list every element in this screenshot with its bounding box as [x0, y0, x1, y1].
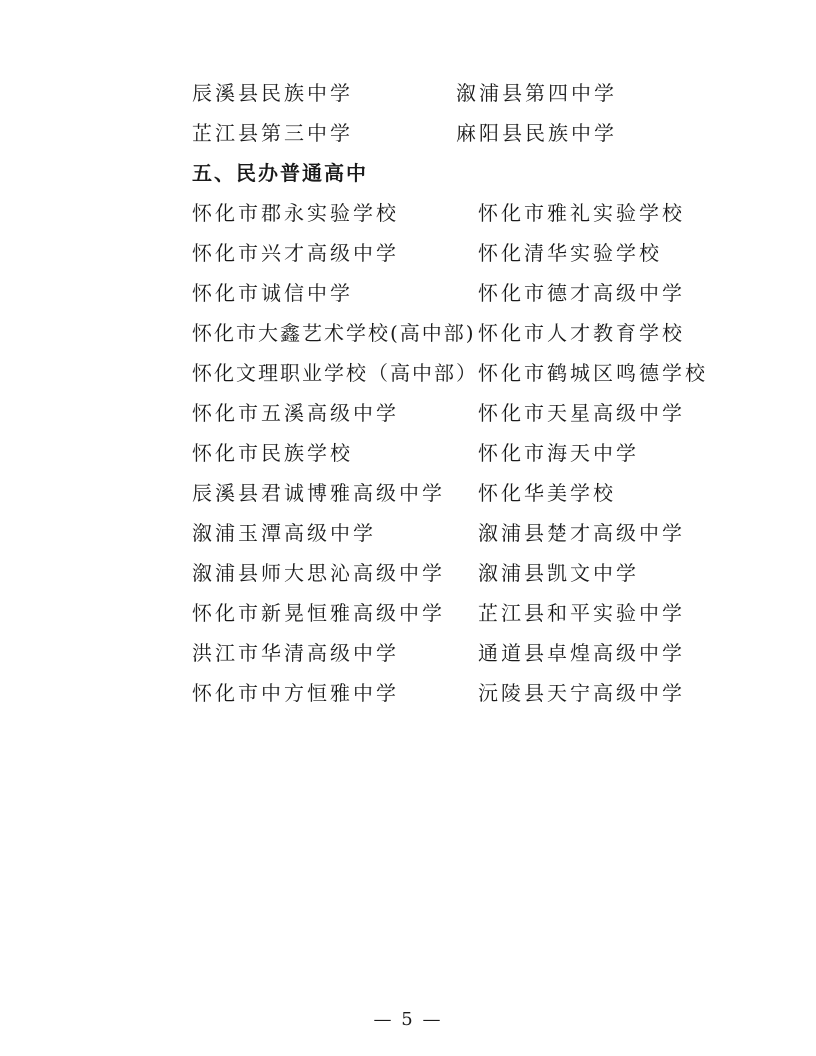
school-name: 洪江市华清高级中学	[192, 641, 399, 665]
school-name: 溆浦县第四中学	[456, 81, 617, 105]
school-name: 芷江县和平实验中学	[478, 601, 685, 625]
school-name: 怀化市郡永实验学校	[192, 201, 399, 225]
school-name: 芷江县第三中学	[192, 121, 353, 145]
school-name: 通道县卓煌高级中学	[478, 641, 685, 665]
school-name: 辰溪县民族中学	[192, 81, 353, 105]
school-name: 怀化市天星高级中学	[478, 401, 685, 425]
school-name: 麻阳县民族中学	[456, 121, 617, 145]
school-name: 怀化市德才高级中学	[478, 281, 685, 305]
school-name: 溆浦县楚才高级中学	[478, 521, 685, 545]
school-name: 怀化市雅礼实验学校	[478, 201, 685, 225]
section-heading: 五、民办普通高中	[192, 161, 368, 185]
school-name: 溆浦县师大思沁高级中学	[192, 561, 445, 585]
school-name: 溆浦县凯文中学	[478, 561, 639, 585]
school-name: 怀化市兴才高级中学	[192, 241, 399, 265]
school-name: 怀化市民族学校	[192, 441, 353, 465]
school-name: 怀化市鹤城区鸣德学校	[478, 361, 708, 385]
school-name: 怀化市大鑫艺术学校(高中部)	[192, 321, 476, 345]
school-name: 沅陵县天宁高级中学	[478, 681, 685, 705]
school-name: 怀化清华实验学校	[478, 241, 662, 265]
school-name: 怀化市中方恒雅中学	[192, 681, 399, 705]
page-number: — 5 —	[373, 1009, 443, 1030]
school-name: 怀化市新晃恒雅高级中学	[192, 601, 445, 625]
school-name: 怀化市人才教育学校	[478, 321, 685, 345]
school-name: 怀化市五溪高级中学	[192, 401, 399, 425]
school-name: 溆浦玉潭高级中学	[192, 521, 376, 545]
school-name: 怀化市诚信中学	[192, 281, 353, 305]
school-name: 怀化华美学校	[478, 481, 616, 505]
school-name: 怀化市海天中学	[478, 441, 639, 465]
school-name: 怀化文理职业学校（高中部）	[192, 361, 478, 385]
school-name: 辰溪县君诚博雅高级中学	[192, 481, 445, 505]
